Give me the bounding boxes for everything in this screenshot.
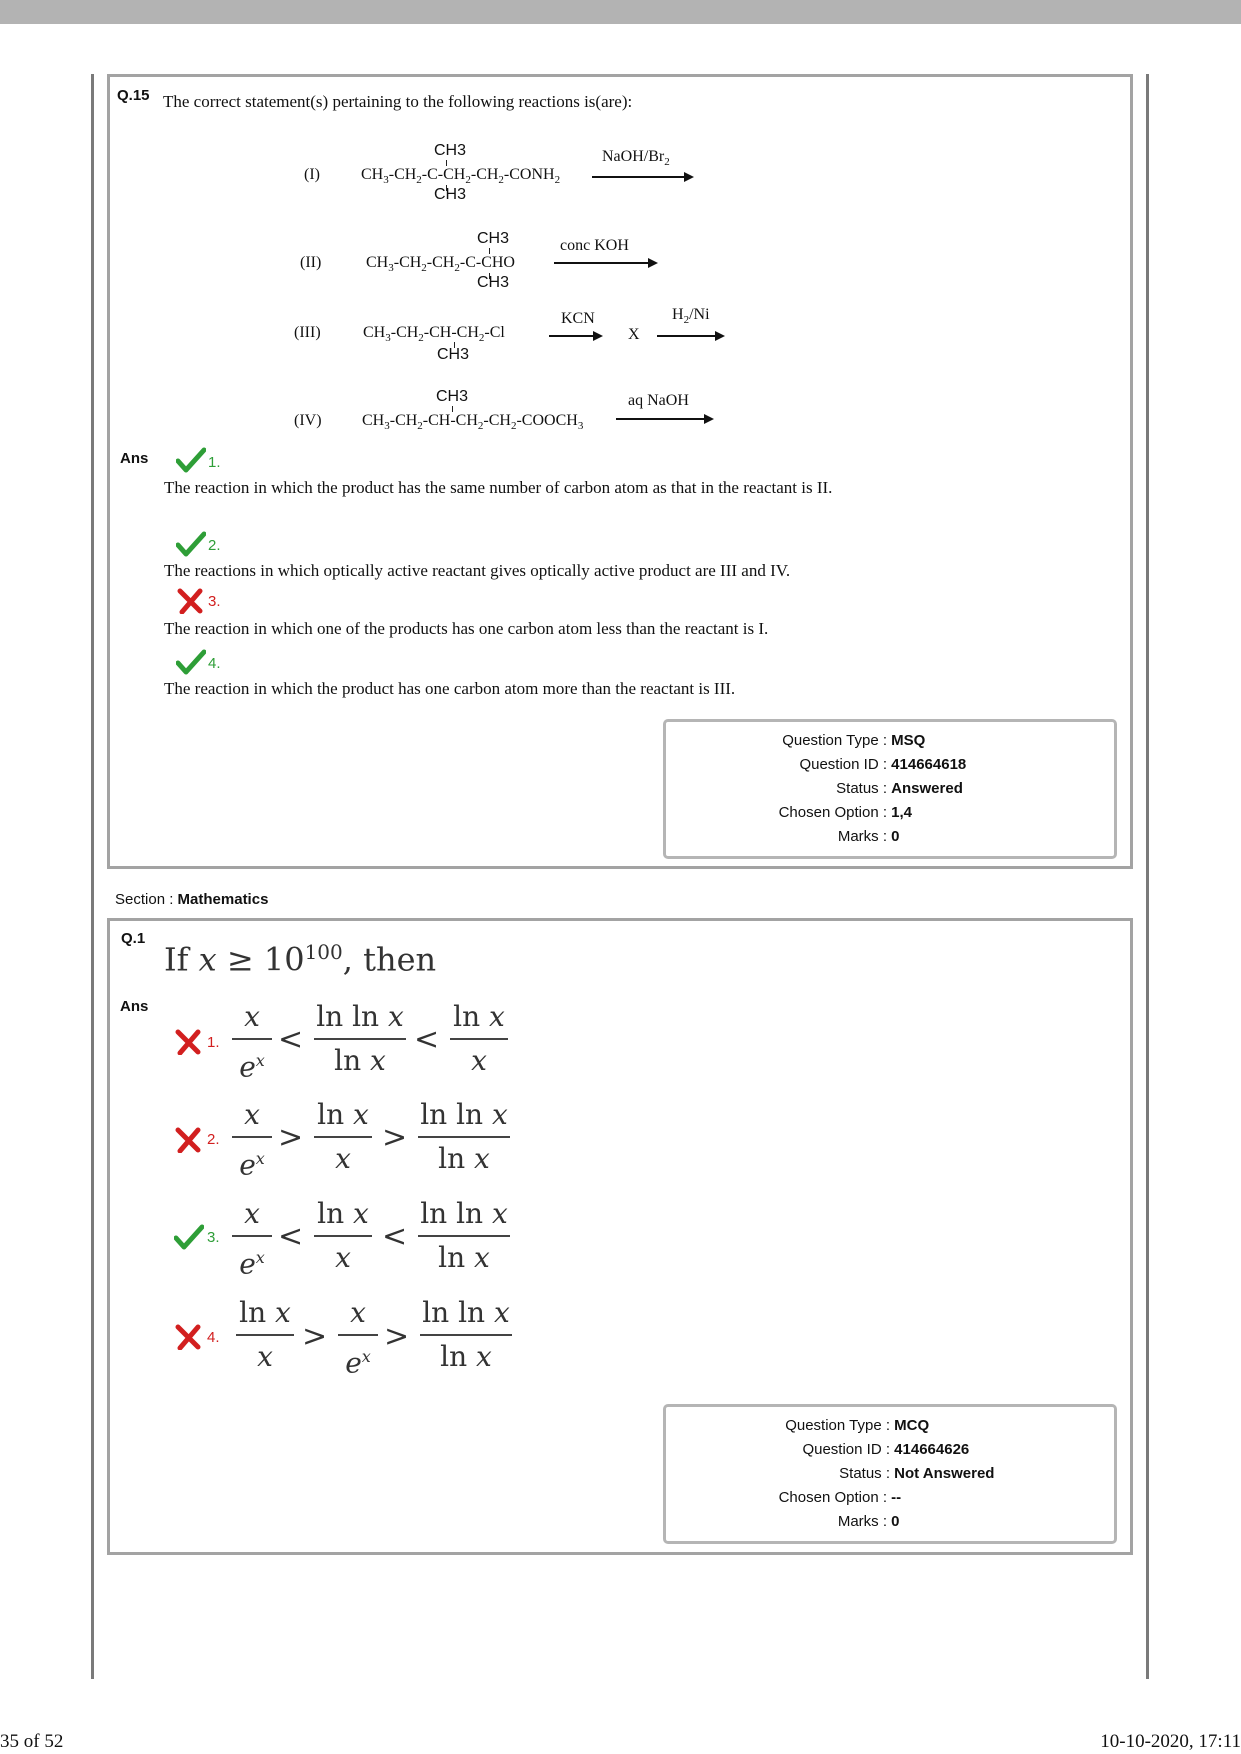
reaction-arrow	[616, 418, 712, 420]
intermediate-x: X	[628, 326, 640, 343]
check-icon	[176, 447, 206, 473]
option-text: The reaction in which one of the products has one carbon atom less than the reactant is I.	[164, 619, 769, 638]
math-relation: <	[414, 1022, 440, 1057]
info-question-id: Question ID : 414664626	[802, 1441, 970, 1458]
print-datetime: 10-10-2020, 17:11	[1100, 1731, 1241, 1752]
reaction-arrow	[592, 176, 692, 178]
option-text: The reactions in which optically active reactant gives optically active product are III and IV.	[164, 561, 791, 580]
reaction-2	[300, 228, 560, 298]
reaction-number: (III)	[294, 324, 321, 341]
option-text: The reaction in which the product has one carbon atom more than the reactant is III.	[164, 679, 736, 698]
math-relation: >	[278, 1120, 304, 1155]
reactant-formula: $CH_3-CH_2-CH-CH_2-Cl$	[363, 324, 505, 345]
reaction-arrow	[549, 335, 601, 337]
math-fraction: ln x x	[236, 1295, 294, 1375]
math-fraction: ln ln x ln x	[420, 1295, 512, 1375]
question-math: If $x \ge 10^{100}$, then	[164, 940, 437, 979]
reaction-3	[294, 320, 554, 370]
reagent-h2-ni: $H_2/Ni$	[672, 306, 710, 327]
reactant-formula: $CH_3-CH_2-C-CH_2-CH_2-CONH_2$	[361, 166, 561, 187]
page-number: 35 of 52	[0, 1731, 64, 1752]
math-fraction: x $e^x$	[232, 1097, 272, 1183]
reaction-arrow	[554, 262, 656, 264]
info-chosen-option: Chosen Option : --	[778, 1489, 902, 1506]
option-number: 2.	[208, 537, 221, 554]
methyl-top: CH3	[436, 388, 469, 405]
math-fraction: ln x x	[314, 1196, 372, 1276]
math-relation: >	[382, 1120, 408, 1155]
math-relation: <	[382, 1219, 408, 1254]
reaction-arrow	[657, 335, 723, 337]
methyl-top: CH3	[434, 142, 467, 159]
reagent-aq-naoh: aq NaOH	[628, 392, 689, 409]
math-fraction: ln x x	[314, 1097, 372, 1177]
option-number: 4.	[208, 655, 221, 672]
math-fraction: x $e^x$	[232, 999, 272, 1085]
cross-icon	[174, 1324, 204, 1350]
section-label: Section : Mathematics	[115, 891, 269, 908]
math-fraction: ln x x	[450, 999, 508, 1079]
methyl-top: CH3	[477, 230, 510, 247]
math-fraction: ln ln x ln x	[314, 999, 406, 1079]
info-question-type: Question Type : MSQ	[782, 732, 926, 749]
reaction-number: (IV)	[294, 412, 322, 429]
right-frame-line	[1146, 74, 1149, 1679]
info-status: Status : Not Answered	[839, 1465, 995, 1482]
reaction-number: (I)	[304, 166, 320, 183]
option-number: 3.	[207, 1229, 220, 1246]
reactant-formula: $CH_3-CH_2-CH_2-C$-CHO	[366, 254, 515, 275]
reactant-formula: $CH_3-CH_2-CH-CH_2-CH_2-COOCH_3$	[362, 412, 584, 433]
math-relation: >	[384, 1319, 410, 1354]
question-text: The correct statement(s) pertaining to the following reactions is(are):	[163, 92, 633, 111]
math-fraction: x $e^x$	[338, 1295, 378, 1381]
reaction-number: (II)	[300, 254, 322, 271]
check-icon	[176, 531, 206, 557]
question-number: Q.1	[121, 930, 146, 947]
reagent-kcn: KCN	[561, 310, 595, 327]
math-relation: <	[278, 1219, 304, 1254]
methyl-bottom: CH3	[477, 274, 510, 291]
methyl-bottom: CH3	[437, 346, 470, 363]
left-frame-line	[91, 74, 94, 1679]
reagent-naoh-br2: NaOH/$Br_2$	[602, 148, 670, 169]
option-number: 4.	[207, 1329, 220, 1346]
info-status: Status : Answered	[836, 780, 963, 797]
answer-label: Ans	[120, 998, 149, 1015]
info-question-type: Question Type : MCQ	[785, 1417, 930, 1434]
option-text: The reaction in which the product has the same number of carbon atom as that in the reactant is II.	[164, 478, 833, 497]
option-number: 1.	[207, 1034, 220, 1051]
check-icon	[174, 1224, 204, 1250]
info-question-id: Question ID : 414664618	[799, 756, 967, 773]
math-fraction: x $e^x$	[232, 1196, 272, 1282]
math-relation: >	[302, 1319, 328, 1354]
reaction-4	[294, 386, 634, 436]
cross-icon	[174, 1029, 204, 1055]
methyl-bottom: CH3	[434, 186, 467, 203]
question-number: Q.15	[117, 87, 150, 104]
check-icon	[176, 649, 206, 675]
answer-label: Ans	[120, 450, 149, 467]
math-fraction: ln ln x ln x	[418, 1097, 510, 1177]
cross-icon	[176, 588, 206, 614]
reagent-conc-koh: conc KOH	[560, 237, 629, 254]
option-number: 3.	[208, 593, 221, 610]
info-chosen-option: Chosen Option : 1,4	[778, 804, 913, 821]
info-marks: Marks : 0	[837, 828, 900, 845]
top-bar	[0, 0, 1241, 24]
section-name: Mathematics	[177, 891, 269, 908]
info-marks: Marks : 0	[837, 1513, 900, 1530]
math-fraction: ln ln x ln x	[418, 1196, 510, 1276]
cross-icon	[174, 1127, 204, 1153]
option-number: 1.	[208, 454, 221, 471]
option-number: 2.	[207, 1131, 220, 1148]
math-relation: <	[278, 1022, 304, 1057]
